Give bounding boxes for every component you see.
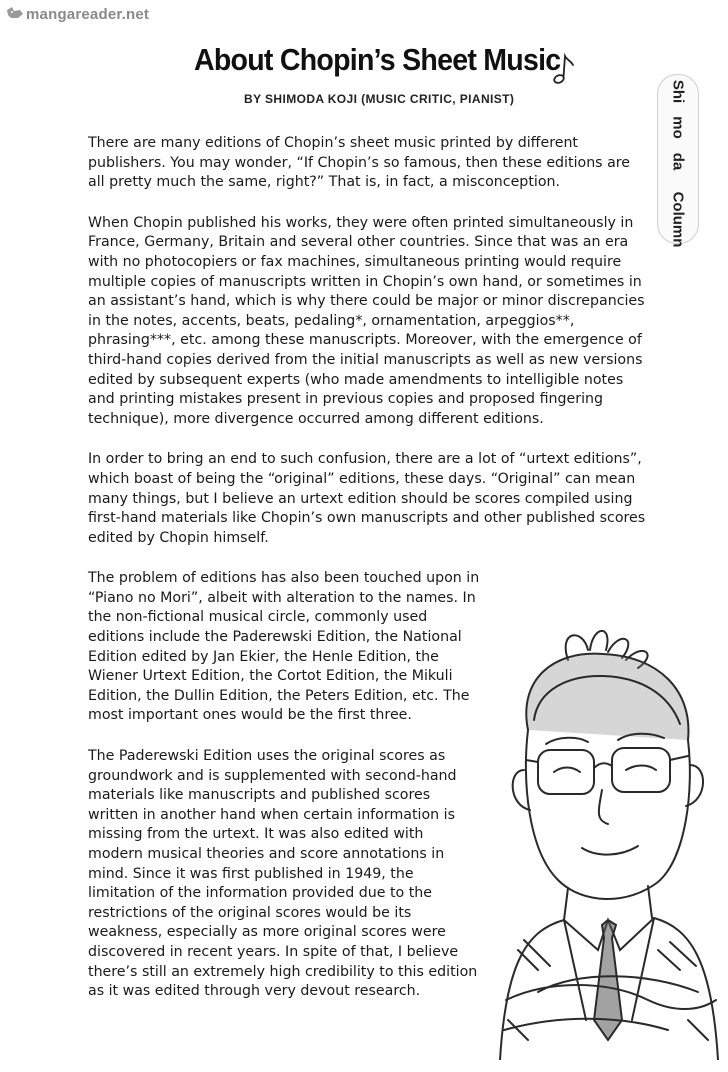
watermark <box>6 6 149 24</box>
paragraph: In order to bring an end to such confusion, there are a lot of “urtext editions”, which boast of being the “original” editions, these days. “Original” can mean many things, but I believe an urtext edition should be scores compiled using first-hand materials like Chopin’s own manuscripts and other published scores edited by Chopin himself. <box>88 451 646 546</box>
side-tab-word: Shi <box>669 79 687 104</box>
paragraph: There are many editions of Chopin’s sheet music printed by different publishers. You may wonder, “If Chopin’s so famous, then these editions are all pretty much the same, right?” That is, in fact, a misconception. <box>88 135 631 191</box>
author-portrait-illustration <box>498 620 720 1064</box>
paragraph: When Chopin published his works, they were often printed simultaneously in France, Germany, Britain and several other countries. Since that was an era with no photocopiers or fax machines, simultaneous printing would require multiple copies of manuscripts written in Chopin’s own hand, or sometimes in an assistant’s hand, which is why there could be major or minor discrepancies in the notes, accents, beats, pedaling*, ornamentation, arpeggios**, phrasing***, etc. among these manuscripts. Moreover, with the emergence of third-hand copies derived from the initial manuscripts as well as new versions edited by subsequent experts (who made amendments to intelligible notes and printing mistakes present in previous copies and proposed fingering technique), more divergence occurred among different editions. <box>88 214 645 427</box>
music-note-icon <box>552 52 576 90</box>
watermark-text: mangareader.net <box>26 6 150 23</box>
fox-logo-icon <box>6 6 24 24</box>
page-title: About Chopin’s Sheet Music <box>194 42 561 77</box>
side-tab-word: mo <box>669 116 687 139</box>
column-side-tab <box>657 74 699 248</box>
paragraph: The problem of editions has also been touched upon in “Piano no Mori”, albeit with alteration to the names. In the non-fictional musical circle, commonly used editions include the Paderewski Edition, the National Edition edited by Jan Ekier, the Henle Edition, the Wiener Urtext Edition, the Cortot Edition, the Mikuli Edition, the Dullin Edition, the Peters Edition, etc. The most important ones would be the first three. <box>88 570 480 724</box>
side-tab-word: da <box>669 152 687 171</box>
paragraph: The Paderewski Edition uses the original scores as groundwork and is supplemented with second-hand materials like manuscripts and published scores written in another hand when certain information is missing from the urtext. It was also edited with modern musical theories and score annotations in mind. Since it was first published in 1949, the limitation of the information provided due to the restrictions of the original scores would be its weakness, especially as more original scores were discovered in recent years. In spite of that, I believe there’s still an extremely high credibility to this edition as it was edited through very devout research. <box>88 748 478 1000</box>
byline: BY SHIMODA KOJI (MUSIC CRITIC, PIANIST) <box>244 92 515 106</box>
side-tab-word: Column <box>669 191 687 248</box>
